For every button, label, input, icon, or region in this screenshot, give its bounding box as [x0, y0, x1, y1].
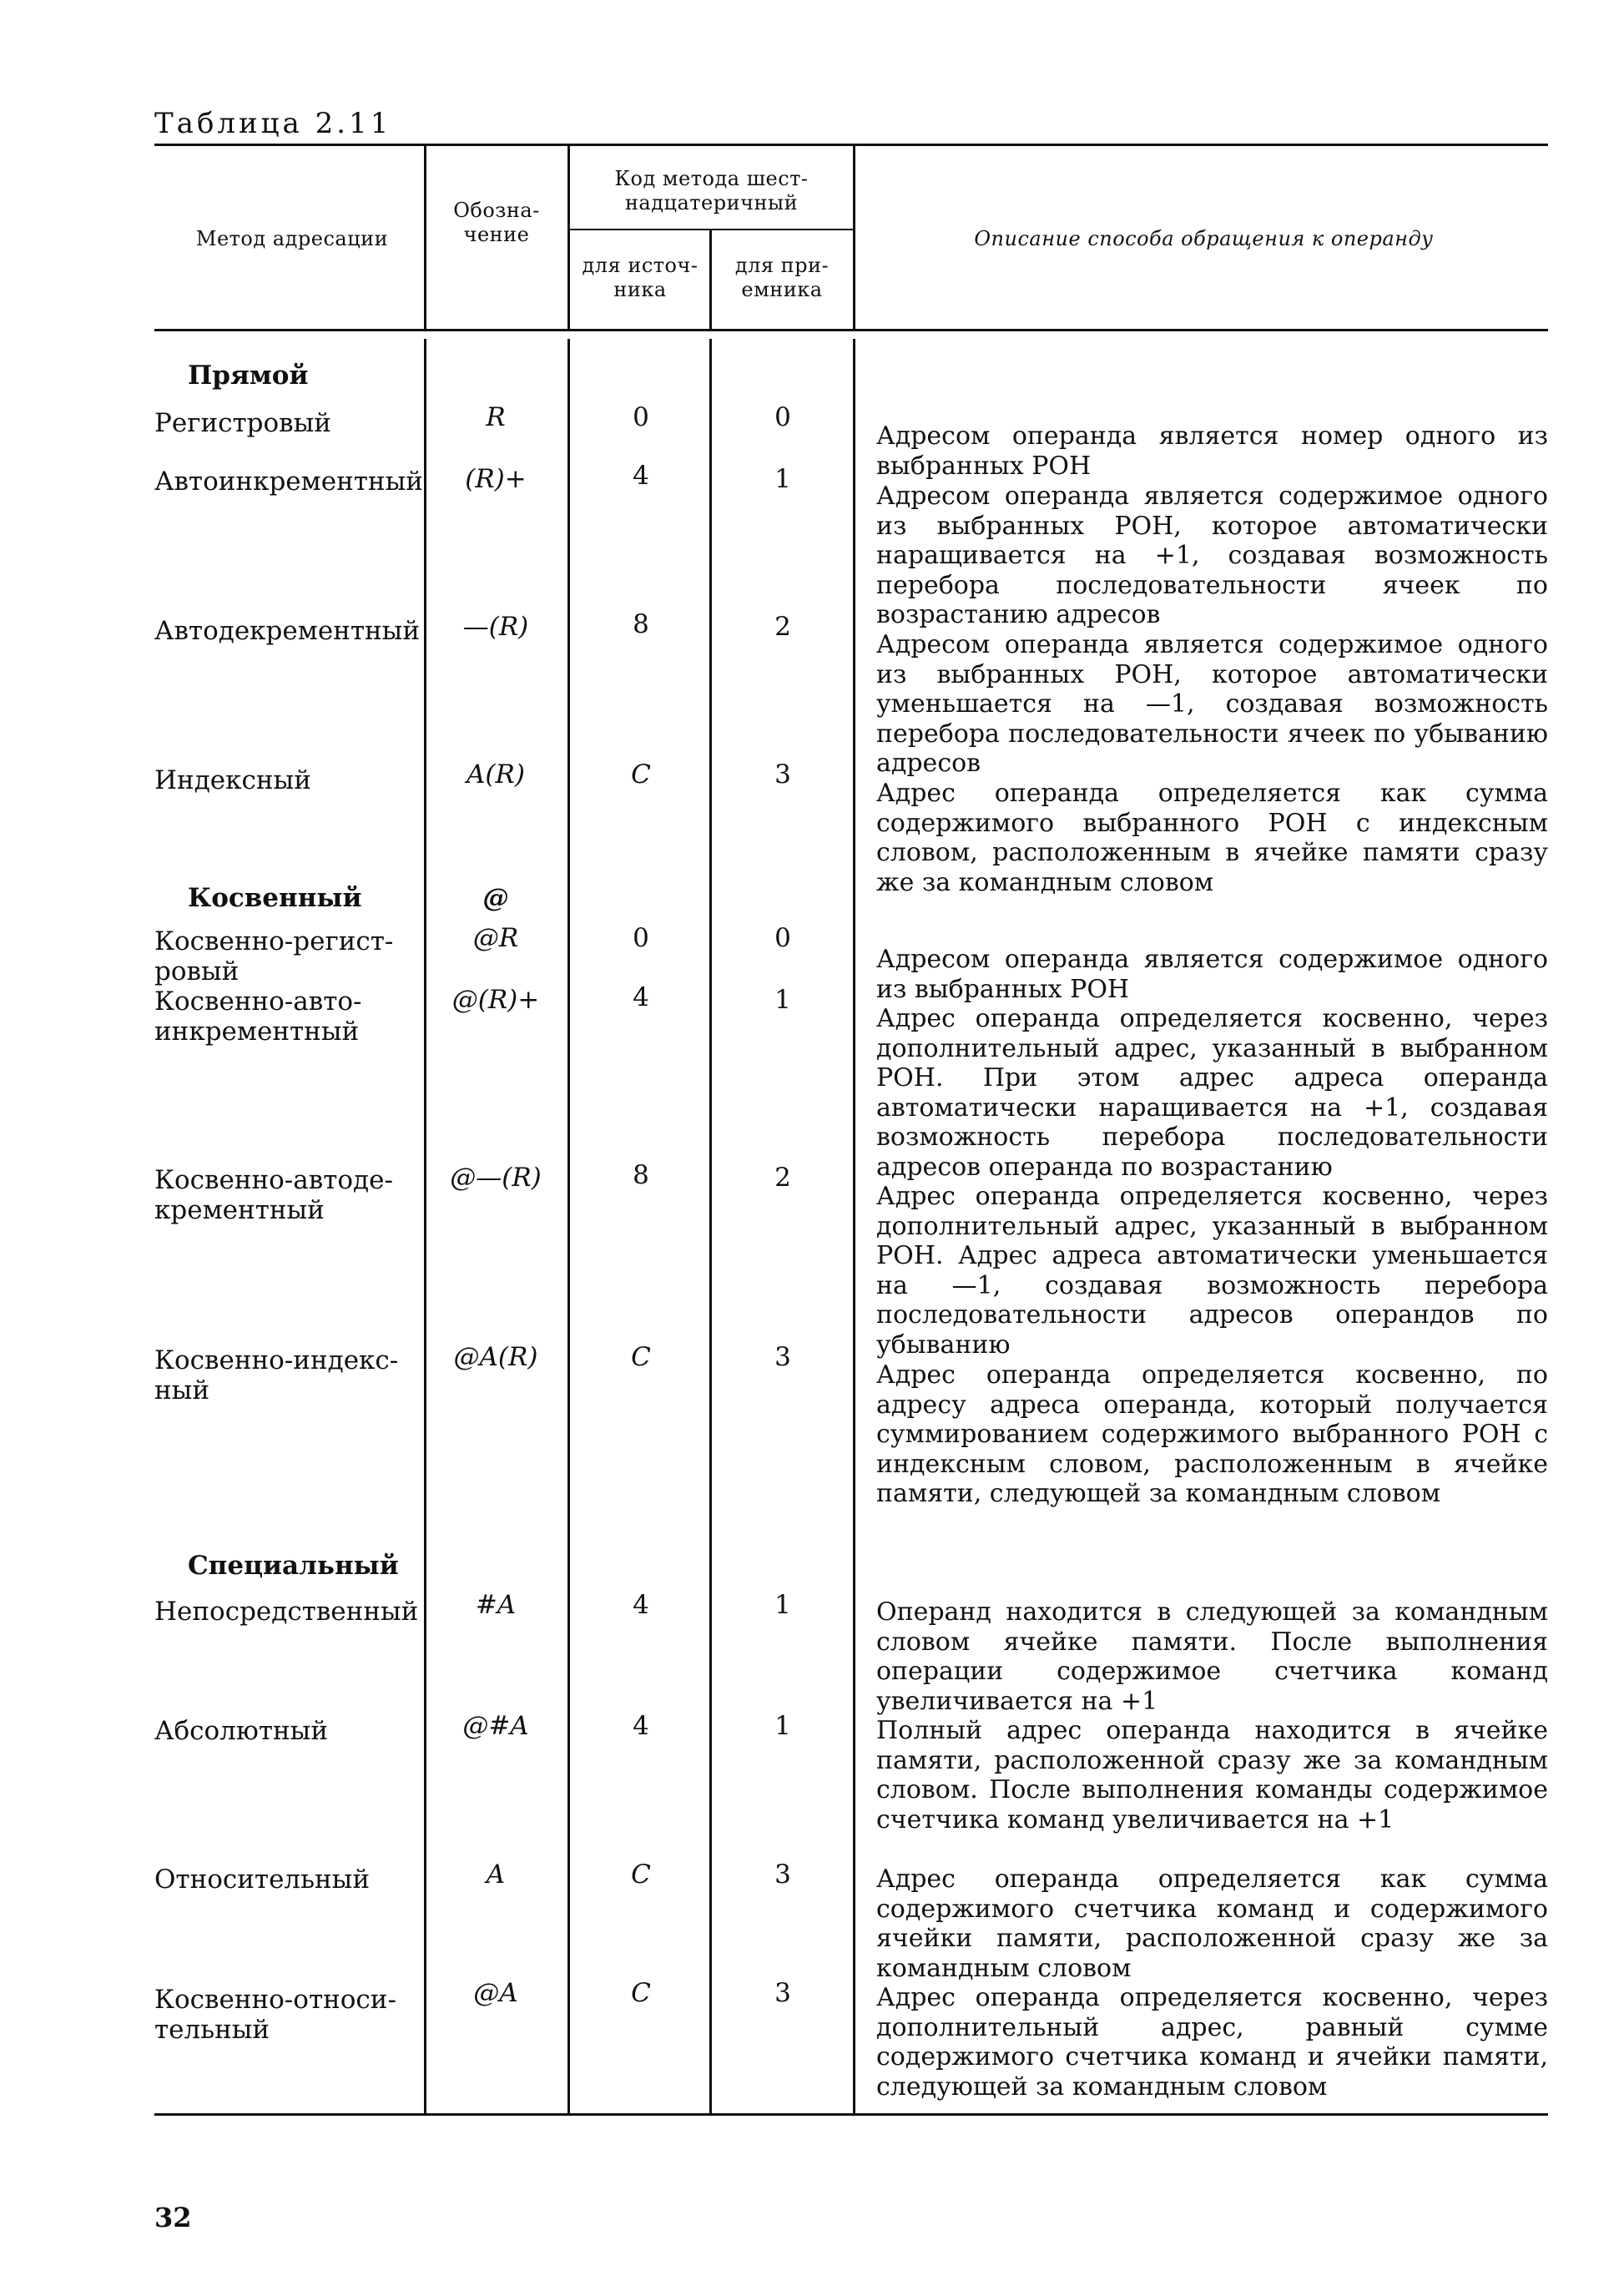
code-dest: 2 [774, 1163, 791, 1193]
code-source: 8 [633, 1160, 649, 1190]
method-description: Адрес операнда определяется косвенно, через дополнительный адрес, указанный в выбранном РОН. Адрес адреса автоматически уменьшается на —1, создавая возможность перебора последовательности адресов операндов по убыванию [876, 1182, 1548, 1360]
code-subheader-rule [570, 229, 854, 230]
code-source: 0 [633, 402, 649, 432]
column-divider [567, 145, 570, 331]
method-name: Абсолютный [154, 1716, 328, 1746]
method-description: Адресом операнда является содержимое одного из выбранных РОН, которое автоматически наращивается на +1, создавая возможность перебора последовательности ячеек по возрастанию адресов [876, 482, 1548, 630]
code-dest: 0 [774, 923, 791, 953]
code-source: C [631, 759, 651, 790]
code-source: C [631, 1978, 651, 2008]
category-special: Специальный [188, 1551, 399, 1581]
code-dest: 3 [774, 1860, 791, 1890]
method-symbol: A(R) [467, 759, 525, 790]
method-description: Адрес операнда определяется косвенно, через дополнительный адрес, равный сумме содержимого счетчика команд и ячейки памяти, следующей за командным словом [876, 1983, 1548, 2102]
method-symbol: (R)+ [465, 464, 527, 494]
code-dest: 0 [774, 402, 791, 432]
method-symbol: @R [472, 923, 519, 953]
column-divider [709, 339, 712, 2115]
code-source: 4 [633, 982, 649, 1012]
method-name: Индексный [154, 765, 311, 795]
code-source: C [631, 1860, 651, 1890]
header-code-group: Код метода шест- надцатеричный [614, 167, 809, 214]
method-symbol: @#A [462, 1711, 529, 1741]
code-dest: 1 [774, 464, 791, 494]
column-divider [424, 145, 426, 331]
header-description: Описание способа обращения к операнду [974, 227, 1434, 250]
header-bottom-rule [154, 329, 1548, 331]
code-source: C [631, 1342, 651, 1372]
code-dest: 3 [774, 1978, 791, 2008]
page-number: 32 [154, 2202, 192, 2233]
column-divider [424, 339, 426, 2115]
code-source: 4 [633, 461, 649, 491]
method-symbol: A [486, 1860, 506, 1890]
method-description: Полный адрес операнда находится в ячейке памяти, расположенной сразу же за командным словом. После выполнения команды содержимое счетчика команд увеличивается на +1 [876, 1716, 1548, 1834]
method-name: Автодекрементный [154, 616, 421, 646]
method-name: Относительный [154, 1865, 370, 1895]
method-description: Адрес операнда определяется косвенно, через дополнительный адрес, указанный в выбранном РОН. При этом адрес адреса операнда автоматически наращивается на +1, создавая возможность перебора последовательности адресов операнда по возрастанию [876, 1004, 1548, 1182]
method-description: Адресом операнда является номер одного из выбранных РОН [876, 421, 1548, 481]
method-description: Адресом операнда является содержимое одного из выбранных РОН [876, 945, 1548, 1004]
header-top-rule [154, 144, 1548, 146]
column-divider [853, 145, 855, 331]
indirect-symbol: @ [482, 883, 509, 913]
method-name: Косвенно-индекс- ный [154, 1345, 399, 1405]
table-caption: Таблица 2.11 [154, 107, 392, 140]
method-name: Регистровый [154, 408, 331, 438]
code-source: 4 [633, 1590, 649, 1620]
method-symbol: R [486, 402, 506, 432]
method-description: Адрес операнда определяется как сумма содержимого счетчика команд и содержимого ячейки памяти, расположенной сразу же за командным словом [876, 1865, 1548, 1983]
category-indirect: Косвенный [188, 883, 362, 913]
code-source: 0 [633, 923, 649, 953]
column-divider [853, 339, 855, 2115]
method-name: Косвенно-относи- тельный [154, 1985, 396, 2045]
code-dest: 2 [774, 612, 791, 642]
table-bottom-rule [154, 2113, 1548, 2116]
column-divider [567, 339, 570, 2115]
code-source: 4 [633, 1711, 649, 1741]
method-description: Адресом операнда является содержимое одного из выбранных РОН, которое автоматически уменьшается на —1, создавая возможность перебора последовательности ячеек по убыванию адресов [876, 630, 1548, 779]
code-dest: 1 [774, 1590, 791, 1620]
method-name: Автоинкрементный [154, 467, 423, 497]
header-method: Метод адресации [195, 227, 389, 250]
method-symbol: @A(R) [453, 1342, 538, 1372]
method-name: Косвенно-регист- ровый [154, 926, 394, 987]
code-dest: 1 [774, 1711, 791, 1741]
code-dest: 3 [774, 1342, 791, 1372]
method-symbol: #A [475, 1590, 517, 1620]
header-code-source: для источ- ника [582, 254, 699, 301]
category-direct: Прямой [188, 361, 309, 391]
code-dest: 1 [774, 985, 791, 1015]
header-code-dest: для при- емника [734, 254, 830, 301]
header-designation: Обозна- чение [453, 199, 540, 246]
method-name: Непосредственный [154, 1597, 419, 1627]
code-source: 8 [633, 609, 649, 639]
method-symbol: @A [473, 1978, 518, 2008]
method-name: Косвенно-авто- инкрементный [154, 987, 362, 1047]
method-description: Адрес операнда определяется как сумма содержимого выбранного РОН с индексным словом, расположенным в ячейке памяти сразу же за командным словом [876, 779, 1548, 897]
method-symbol: @(R)+ [451, 985, 540, 1015]
code-dest: 3 [774, 759, 791, 790]
method-description: Операнд находится в следующей за командным словом ячейке памяти. После выполнения операции содержимое счетчика команд увеличивается на +1 [876, 1597, 1548, 1716]
method-description: Адрес операнда определяется косвенно, по адресу адреса операнда, который получается суммированием содержимого выбранного РОН с индексным словом, расположенным в ячейке памяти, следующей за командным словом [876, 1360, 1548, 1509]
method-symbol: —(R) [462, 612, 529, 642]
method-symbol: @—(R) [450, 1163, 542, 1193]
method-name: Косвенно-автоде- крементный [154, 1165, 393, 1225]
